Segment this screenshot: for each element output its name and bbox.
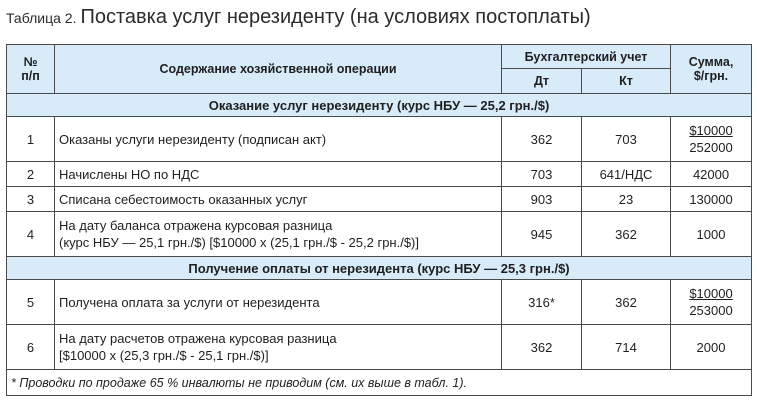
row-desc-line1: На дату расчетов отражена курсовая разница <box>59 331 337 346</box>
row-sum-usd: $10000 <box>689 123 733 138</box>
row-dt: 316* <box>502 280 582 325</box>
table-caption <box>6 6 591 36</box>
row-dt: 945 <box>502 212 582 257</box>
header-content: Содержание хозяйственной операции <box>55 45 502 94</box>
header-num <box>7 45 55 94</box>
row-num: 2 <box>7 162 55 187</box>
row-sum: 130000 <box>671 187 752 212</box>
row-desc-line2: (курс НБУ — 25,1 грн./$) [$10000 х (25,1 грн./$ - 25,2 грн./$)] <box>59 235 419 250</box>
section-title-1: Оказание услуг нерезиденту (курс НБУ — 25,2 грн./$) <box>7 94 752 117</box>
row-num: 4 <box>7 212 55 257</box>
row-kt: 362 <box>582 212 671 257</box>
row-desc: Начислены НО по НДС <box>55 162 502 187</box>
row-desc: Списана себестоимость оказанных услуг <box>55 187 502 212</box>
row-sum-uah: 253000 <box>689 303 733 318</box>
table-row <box>7 280 752 325</box>
row-num: 5 <box>7 280 55 325</box>
row-kt: 703 <box>582 117 671 162</box>
row-num: 6 <box>7 325 55 370</box>
row-dt: 903 <box>502 187 582 212</box>
header-num-line2: п/п <box>21 69 40 83</box>
row-sum-usd: $10000 <box>689 286 733 301</box>
row-dt: 362 <box>502 117 582 162</box>
postings-table <box>6 44 752 396</box>
row-desc: Получена оплата за услуги от нерезидента <box>55 280 502 325</box>
row-desc <box>55 325 502 370</box>
row-kt: 362 <box>582 280 671 325</box>
row-desc: Оказаны услуги нерезиденту (подписан акт) <box>55 117 502 162</box>
table-row <box>7 325 752 370</box>
table-row <box>7 212 752 257</box>
table-row <box>7 162 752 187</box>
caption-title: Поставка услуг нерезиденту (на условиях постоплаты) <box>80 6 591 28</box>
row-sum: 2000 <box>671 325 752 370</box>
table-row <box>7 117 752 162</box>
caption-prefix: Таблица 2. <box>6 10 77 26</box>
row-desc-line1: На дату баланса отражена курсовая разница <box>59 218 333 233</box>
row-dt: 703 <box>502 162 582 187</box>
header-sum <box>671 45 752 94</box>
row-dt: 362 <box>502 325 582 370</box>
row-kt: 23 <box>582 187 671 212</box>
header-row <box>7 45 752 69</box>
header-dt: Дт <box>502 69 582 94</box>
header-kt: Кт <box>582 69 671 94</box>
section-row-2 <box>7 257 752 280</box>
header-sum-line2: $/грн. <box>693 69 729 83</box>
footnote-row <box>7 370 752 396</box>
row-sum <box>671 280 752 325</box>
row-sum: 42000 <box>671 162 752 187</box>
row-num: 3 <box>7 187 55 212</box>
row-kt: 641/НДС <box>582 162 671 187</box>
section-title-2: Получение оплаты от нерезидента (курс НБУ — 25,3 грн./$) <box>7 257 752 280</box>
footnote: * Проводки по продаже 65 % инвалюты не приводим (см. их выше в табл. 1). <box>7 370 752 396</box>
row-kt: 714 <box>582 325 671 370</box>
header-num-line1: № <box>23 55 38 69</box>
section-row-1 <box>7 94 752 117</box>
row-desc <box>55 212 502 257</box>
header-sum-line1: Сумма, <box>688 55 734 69</box>
table-row <box>7 187 752 212</box>
header-accounting: Бухгалтерский учет <box>502 45 671 69</box>
row-sum: 1000 <box>671 212 752 257</box>
row-sum <box>671 117 752 162</box>
row-desc-line2: [$10000 х (25,3 грн./$ - 25,1 грн./$)] <box>59 348 269 363</box>
row-num: 1 <box>7 117 55 162</box>
row-sum-uah: 252000 <box>689 140 733 155</box>
